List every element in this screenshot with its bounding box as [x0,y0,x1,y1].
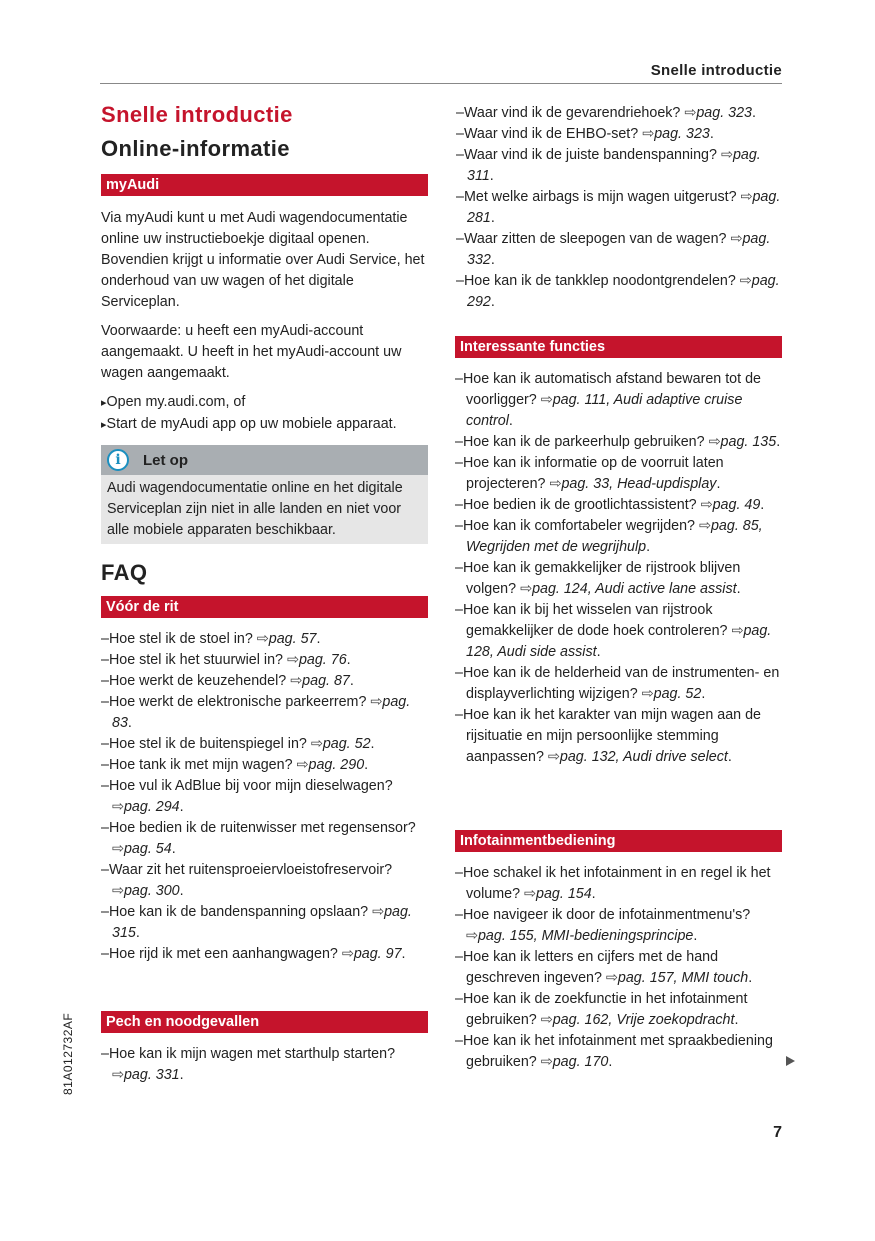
arrow-icon: ⇨ [739,273,752,289]
pech-list-continued [456,103,783,313]
arrow-icon: ⇨ [112,883,124,899]
voor-de-rit-heading: Vóór de rit [101,596,428,618]
faq-question: Hoe bedien ik de ruitenwisser met regensensor? [108,820,416,836]
faq-question: Hoe kan ik de zoekfunctie in het infotainment gebruiken? [462,991,748,1028]
faq-item [455,495,782,516]
faq-item [101,1044,428,1086]
page-reference-link[interactable]: pag. 332 . [467,231,770,268]
page-reference-link[interactable]: pag. 87 . [302,673,354,689]
faq-item [456,103,783,124]
faq-question: Hoe kan ik de helderheid van de instrumenten- en displayverlichting wijzigen? [462,665,780,702]
faq-question: Hoe stel ik de stoel in? [108,631,253,647]
infotainment-list [455,863,782,1073]
page-reference-link[interactable]: pag. 294 . [124,799,184,815]
arrow-icon: ⇨ [540,392,553,408]
note-title: Let op [143,451,188,469]
faq-item [455,1031,782,1073]
page-reference-link[interactable]: pag. 331 . [124,1067,184,1083]
arrow-icon: ⇨ [540,1054,553,1070]
pech-continued [456,103,783,313]
page-reference-link[interactable]: pag. 292 . [467,273,780,310]
faq-item [455,558,782,600]
faq-question: Hoe bedien ik de grootlichtassistent? [462,497,697,513]
faq-item [455,863,782,905]
arrow-icon: ⇨ [700,497,713,513]
faq-item [456,145,783,187]
faq-question: Hoe tank ik met mijn wagen? [108,757,293,773]
faq-item [455,453,782,495]
page-reference-link[interactable]: pag. 154 . [536,886,596,902]
faq-question: Waar vind ik de gevarendriehoek? [463,105,681,121]
arrow-icon: ⇨ [731,623,744,639]
faq-item [101,944,428,965]
faq-question: Hoe navigeer ik door de infotainmentmenu's? [462,907,751,923]
arrow-icon: ⇨ [740,189,753,205]
faq-item [455,989,782,1031]
page-reference-link[interactable]: pag. 300 . [124,883,184,899]
faq-item [455,663,782,705]
page-reference-link[interactable]: pag. 57 . [269,631,321,647]
interessant-section [455,336,782,768]
faq-item [101,818,428,860]
faq-item [101,860,428,902]
arrow-icon: ⇨ [524,886,537,902]
faq-item [456,187,783,229]
bullet-item: ▸ Start de myAudi app op uw mobiele apparaat. [101,414,428,436]
faq-question: Hoe rijd ik met een aanhangwagen? [108,946,338,962]
page-reference-link[interactable]: pag. 311 . [467,147,761,184]
arrow-icon: ⇨ [684,105,697,121]
faq-item [455,947,782,989]
note-body: Audi wagendocumentatie online en het digitale Serviceplan zijn niet in alle landen en niet voor alle mobiele apparaten beschikbaar. [101,475,428,544]
faq-item [101,902,428,944]
faq-item [455,600,782,663]
faq-question: Hoe vul ik AdBlue bij voor mijn dieselwagen? [108,778,393,794]
page-reference-link[interactable]: pag. 162, Vrije zoekopdracht . [553,1012,739,1028]
arrow-icon: ⇨ [720,147,733,163]
page-number: 7 [773,1124,782,1141]
faq-question: Hoe stel ik het stuurwiel in? [108,652,283,668]
arrow-icon: ⇨ [540,1012,553,1028]
page-reference-link[interactable]: pag. 323 . [696,105,756,121]
page-reference-link[interactable]: pag. 135 . [721,434,781,450]
faq-item [455,705,782,768]
faq-item [455,369,782,432]
page-reference-link[interactable]: pag. 128, Audi side assist . [466,623,771,660]
arrow-icon: ⇨ [112,1067,124,1083]
page-reference-link[interactable]: pag. 290 . [309,757,369,773]
faq-item [455,432,782,453]
arrow-icon: ⇨ [370,694,383,710]
page-reference-link[interactable]: pag. 157, MMI touch . [618,970,752,986]
page-reference-link[interactable]: pag. 52 . [323,736,375,752]
arrow-icon: ⇨ [372,904,385,920]
faq-question: Waar vind ik de EHBO-set? [463,126,639,142]
faq-title: FAQ [101,560,148,585]
faq-item [101,755,428,776]
arrow-icon: ⇨ [290,673,303,689]
faq-item [455,905,782,947]
arrow-icon: ⇨ [642,126,655,142]
infotainment-section [455,830,782,1073]
arrow-icon: ⇨ [520,581,533,597]
interessant-list [455,369,782,768]
running-header: Snelle introductie [650,62,782,79]
page-reference-link[interactable]: pag. 281 . [467,189,780,226]
faq-item [101,692,428,734]
faq-question: Hoe kan ik bij het wisselen van rijstrook gemakkelijker de dode hoek controleren? [462,602,728,639]
arrow-icon: ⇨ [112,799,124,815]
page-reference-link[interactable]: pag. 85, Wegrijden met de wegrijhulp . [466,518,763,555]
faq-item [456,271,783,313]
faq-question: Hoe werkt de keuzehendel? [108,673,287,689]
bullet-item: ▸ Open my.audi.com, of [101,392,428,414]
left-intro [101,100,428,436]
page-reference-link[interactable]: pag. 52 . [654,686,706,702]
arrow-icon: ⇨ [547,749,560,765]
arrow-icon: ⇨ [466,928,478,944]
faq-item [101,734,428,755]
pech-section [101,1011,428,1086]
page-reference-link[interactable]: pag. 111, Audi adaptive cruise control . [466,392,742,429]
info-icon: i [107,449,129,471]
faq-question: Waar zitten de sleepogen van de wagen? [463,231,727,247]
faq-question: Hoe kan ik de tankklep noodontgrendelen? [463,273,736,289]
faq-question: Hoe kan ik de bandenspanning opslaan? [108,904,369,920]
arrow-icon: ⇨ [641,686,654,702]
arrow-icon: ⇨ [730,231,743,247]
infotainment-heading: Infotainmentbediening [455,830,782,852]
faq-question: Hoe kan ik informatie op de voorruit laten projecteren? [462,455,724,492]
page-reference-link[interactable]: pag. 155, MMI-bedieningsprincipe . [478,928,697,944]
faq-question: Hoe kan ik letters en cijfers met de hand geschreven ingeven? [462,949,719,986]
page-reference-link[interactable]: pag. 33, Head-updisplay . [561,476,720,492]
note-box [101,445,428,544]
faq-question: Hoe kan ik gemakkelijker de rijstrook blijven volgen? [462,560,741,597]
faq-question: Hoe kan ik automatisch afstand bewaren tot de voorligger? [462,371,761,408]
page-reference-link[interactable]: pag. 170 . [553,1054,613,1070]
faq-question: Hoe kan ik het karakter van mijn wagen aan de rijsituatie en mijn persoonlijke stemming aanpassen? [462,707,761,765]
page-reference-link[interactable]: pag. 323 . [654,126,714,142]
page-reference-link[interactable]: pag. 97 . [354,946,406,962]
faq-question: Hoe schakel ik het infotainment in en regel ik het volume? [462,865,771,902]
page-reference-link[interactable]: pag. 132, Audi drive select . [560,749,732,765]
arrow-icon: ⇨ [256,631,269,647]
faq-question: Hoe kan ik de parkeerhulp gebruiken? [462,434,705,450]
faq-section [101,558,428,965]
requirement-paragraph: Voorwaarde: u heeft een myAudi-account aangemaakt. U heeft in het myAudi-account uw wagen aangemaakt. [101,323,402,381]
pech-heading: Pech en noodgevallen [101,1011,428,1033]
header-rule [100,83,782,84]
faq-item [456,124,783,145]
voor-de-rit-list [101,629,428,965]
pech-list [101,1044,428,1086]
page-reference-link[interactable]: pag. 124, Audi active lane assist . [532,581,741,597]
arrow-icon: ⇨ [310,736,323,752]
arrow-icon: ⇨ [296,757,309,773]
faq-question: Hoe stel ik de buitenspiegel in? [108,736,307,752]
faq-item [455,516,782,558]
page-reference-link[interactable]: pag. 83 . [112,694,410,731]
faq-question: Waar zit het ruitensproeiervloeistofreservoir? [108,862,393,878]
faq-item [101,650,428,671]
arrow-icon: ⇨ [549,476,562,492]
page-reference-link[interactable]: pag. 49 . [713,497,765,513]
arrow-icon: ⇨ [341,946,354,962]
faq-question: Waar vind ik de juiste bandenspanning? [463,147,717,163]
arrow-icon: ⇨ [698,518,711,534]
arrow-icon: ⇨ [112,841,124,857]
myaudi-heading: myAudi [101,174,428,196]
faq-question: Hoe werkt de elektronische parkeerrem? [108,694,367,710]
page-reference-link[interactable]: pag. 54 . [124,841,176,857]
interessant-heading: Interessante functies [455,336,782,358]
faq-question: Hoe kan ik mijn wagen met starthulp starten? [108,1046,396,1062]
faq-question: Met welke airbags is mijn wagen uitgerust? [463,189,737,205]
note-header [101,445,428,475]
faq-question: Hoe kan ik het infotainment met spraakbediening gebruiken? [462,1033,773,1070]
faq-item [101,629,428,650]
faq-item [101,671,428,692]
section-title: Online-informatie [101,136,290,161]
faq-question: Hoe kan ik comfortabeler wegrijden? [462,518,695,534]
page-reference-link[interactable]: pag. 315 . [112,904,412,941]
arrow-icon: ⇨ [286,652,299,668]
continue-arrow-icon [786,1056,795,1066]
document-code: 81A012732AF [61,1012,75,1095]
arrow-icon: ⇨ [605,970,618,986]
myaudi-paragraph: Via myAudi kunt u met Audi wagendocumentatie online uw instructieboekje digitaal openen. Bovendien krijgt u informatie over Audi Service, het onderhoud van uw wagen of het digitale Serviceplan. [101,210,425,310]
faq-item [456,229,783,271]
chapter-title: Snelle introductie [101,102,293,127]
faq-item [101,776,428,818]
page-reference-link[interactable]: pag. 76 . [299,652,351,668]
arrow-icon: ⇨ [708,434,721,450]
